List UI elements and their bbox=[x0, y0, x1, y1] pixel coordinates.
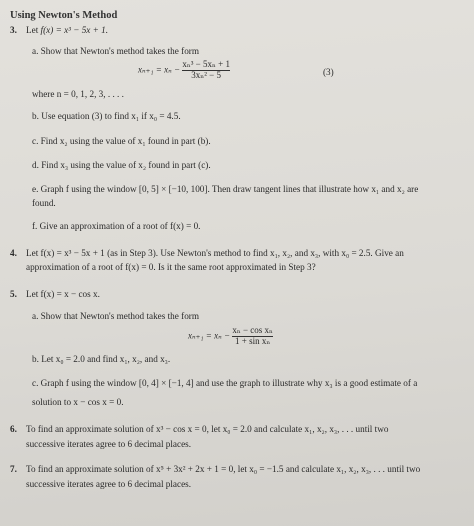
problem-7-number: 7. bbox=[10, 464, 17, 474]
problem-3a-formula: xₙ₊₁ = xₙ − $\frac{\text{xₙ³ − 5xₙ + 1}}{\text{3xₙ² − 5}}$ bbox=[138, 59, 230, 80]
problem-3e-text-line1: e. Graph f using the window [0, 5] × [−10, 100]. Then draw tangent lines that illustrate how x₁ and x₂ are bbox=[32, 184, 419, 194]
problem-3e-text-line2: found. bbox=[32, 198, 56, 208]
problem-5a-formula: xₙ₊₁ = xₙ − $\frac{\text{xₙ − cos xₙ}}{\text{1 + sin xₙ}}$ bbox=[188, 325, 273, 346]
problem-7-text-line1: To find an approximate solution of x⁵ + 3x² + 2x + 1 = 0, let x₀ = −1.5 and calculate x₁, x₂, x₃, . . . until two bbox=[26, 464, 421, 474]
problem-5-statement: Let f(x) = x − cos x. bbox=[26, 289, 100, 299]
problem-5c-text-line2: solution to x − cos x = 0. bbox=[32, 397, 124, 407]
equation-tag: (3) bbox=[323, 67, 334, 77]
problem-4-text-line1: Let f(x) = x³ − 5x + 1 (as in Step 3). Use Newton's method to find x₁, x₂, and x₃, with x₀ = 2.5. Give an bbox=[26, 248, 404, 258]
problem-3d-text: d. Find x₃ using the value of x₂ found in part (c). bbox=[32, 160, 211, 170]
problem-5b-text: b. Let x₀ = 2.0 and find x₁, x₂, and x₃. bbox=[32, 354, 171, 364]
problem-6-text-line2: successive iterates agree to 6 decimal places. bbox=[26, 439, 192, 449]
problem-6-text-line1: To find an approximate solution of x³ − cos x = 0, let x₀ = 2.0 and calculate x₁, x₂, x₃, . . . until two bbox=[26, 424, 389, 434]
problem-3c-text: c. Find x₂ using the value of x₁ found in part (b). bbox=[32, 136, 211, 146]
problem-5-number: 5. bbox=[10, 289, 17, 299]
problem-7-text-line2: successive iterates agree to 6 decimal places. bbox=[26, 479, 192, 489]
problem-6-number: 6. bbox=[10, 424, 17, 434]
problem-3-statement: Let f(x) = x³ − 5x + 1. bbox=[26, 25, 109, 35]
problem-3-number: 3. bbox=[10, 25, 17, 35]
problem-3a-text: a. Show that Newton's method takes the form bbox=[32, 46, 199, 56]
problem-4-number: 4. bbox=[10, 248, 17, 258]
problem-4-text-line2: approximation of a root of f(x) = 0. Is it the same root approximated in Step 3? bbox=[26, 262, 316, 272]
problem-3-where: where n = 0, 1, 2, 3, . . . . bbox=[32, 89, 124, 99]
problem-3b-text: b. Use equation (3) to find x₁ if x₀ = 4.5. bbox=[32, 111, 181, 121]
problem-5c-text-line1: c. Graph f using the window [0, 4] × [−1, 4] and use the graph to illustrate why x₃ is a good estimate of a bbox=[32, 378, 418, 388]
page-title: Using Newton's Method bbox=[10, 10, 118, 21]
problem-5a-text: a. Show that Newton's method takes the form bbox=[32, 311, 199, 321]
problem-3f-text: f. Give an approximation of a root of f(x) = 0. bbox=[32, 221, 201, 231]
